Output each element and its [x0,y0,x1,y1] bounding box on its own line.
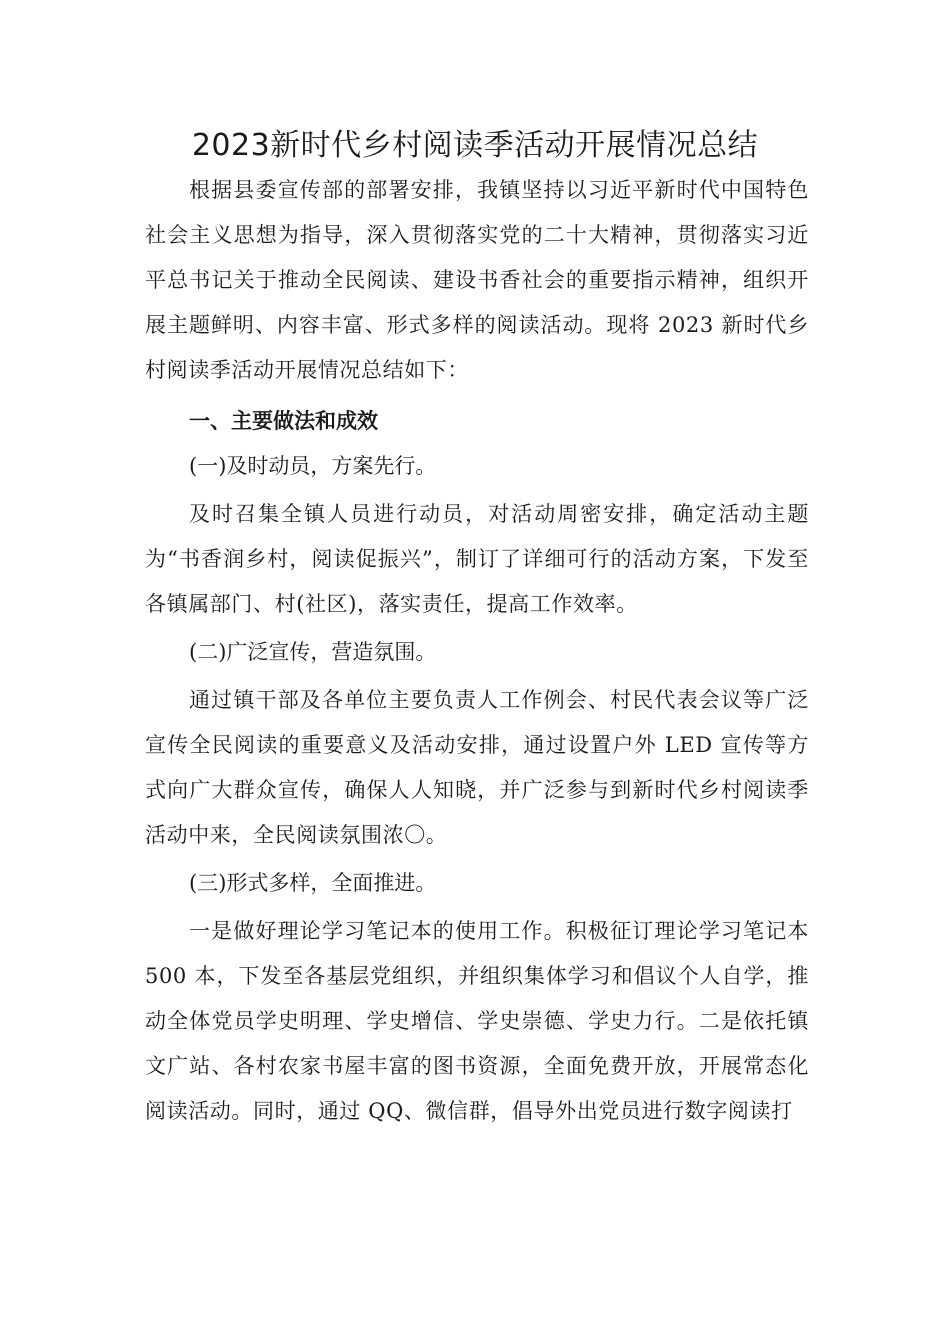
subheading-publicity: (二)广泛宣传，营造氛围。 [189,640,437,664]
document-title: 2023新时代乡村阅读季活动开展情况总结 [191,128,759,163]
paragraph-diverse-forms: 一是做好理论学习笔记本的使用工作。积极征订理论学习笔记本 500 本，下发至各基层党组织，并组织集体学习和倡议个人自学，推动全体党员学史明理、学史增信、学史崇德、学史力行。二是依托镇文广站、各村农家书屋丰富的图书资源，全面免费开放，开展常态化阅读活动。同时，通过 QQ、微信群，倡导外出党员进行数字阅读打 [145,919,809,1123]
paragraph-publicity: 通过镇干部及各单位主要负责人工作例会、村民代表会议等广泛宣传全民阅读的重要意义及活动安排，通过设置户外 LED 宣传等方式向广大群众宣传，确保人人知晓，并广泛参与到新时代乡村阅读季活动中来，全民阅读氛围浓〇。 [145,688,809,847]
subheading-mobilization: (一)及时动员，方案先行。 [189,454,437,478]
paragraph-mobilization: 及时召集全镇人员进行动员，对活动周密安排，确定活动主题为“书香润乡村，阅读促振兴”，制订了详细可行的活动方案，下发至各镇属部门、村(社区)，落实责任，提高工作效率。 [145,502,809,616]
subheading-diverse-forms: (三)形式多样，全面推进。 [189,871,437,895]
section-heading-main-practices: 一、主要做法和成效 [189,409,378,433]
document-body [145,168,809,1134]
intro-paragraph: 根据县委宣传部的部署安排，我镇坚持以习近平新时代中国特色社会主义思想为指导，深入贯彻落实党的二十大精神，贯彻落实习近平总书记关于推动全民阅读、建设书香社会的重要指示精神，组织开展主题鲜明、内容丰富、形式多样的阅读活动。现将 2023 新时代乡村阅读季活动开展情况总结如下： [145,178,809,382]
